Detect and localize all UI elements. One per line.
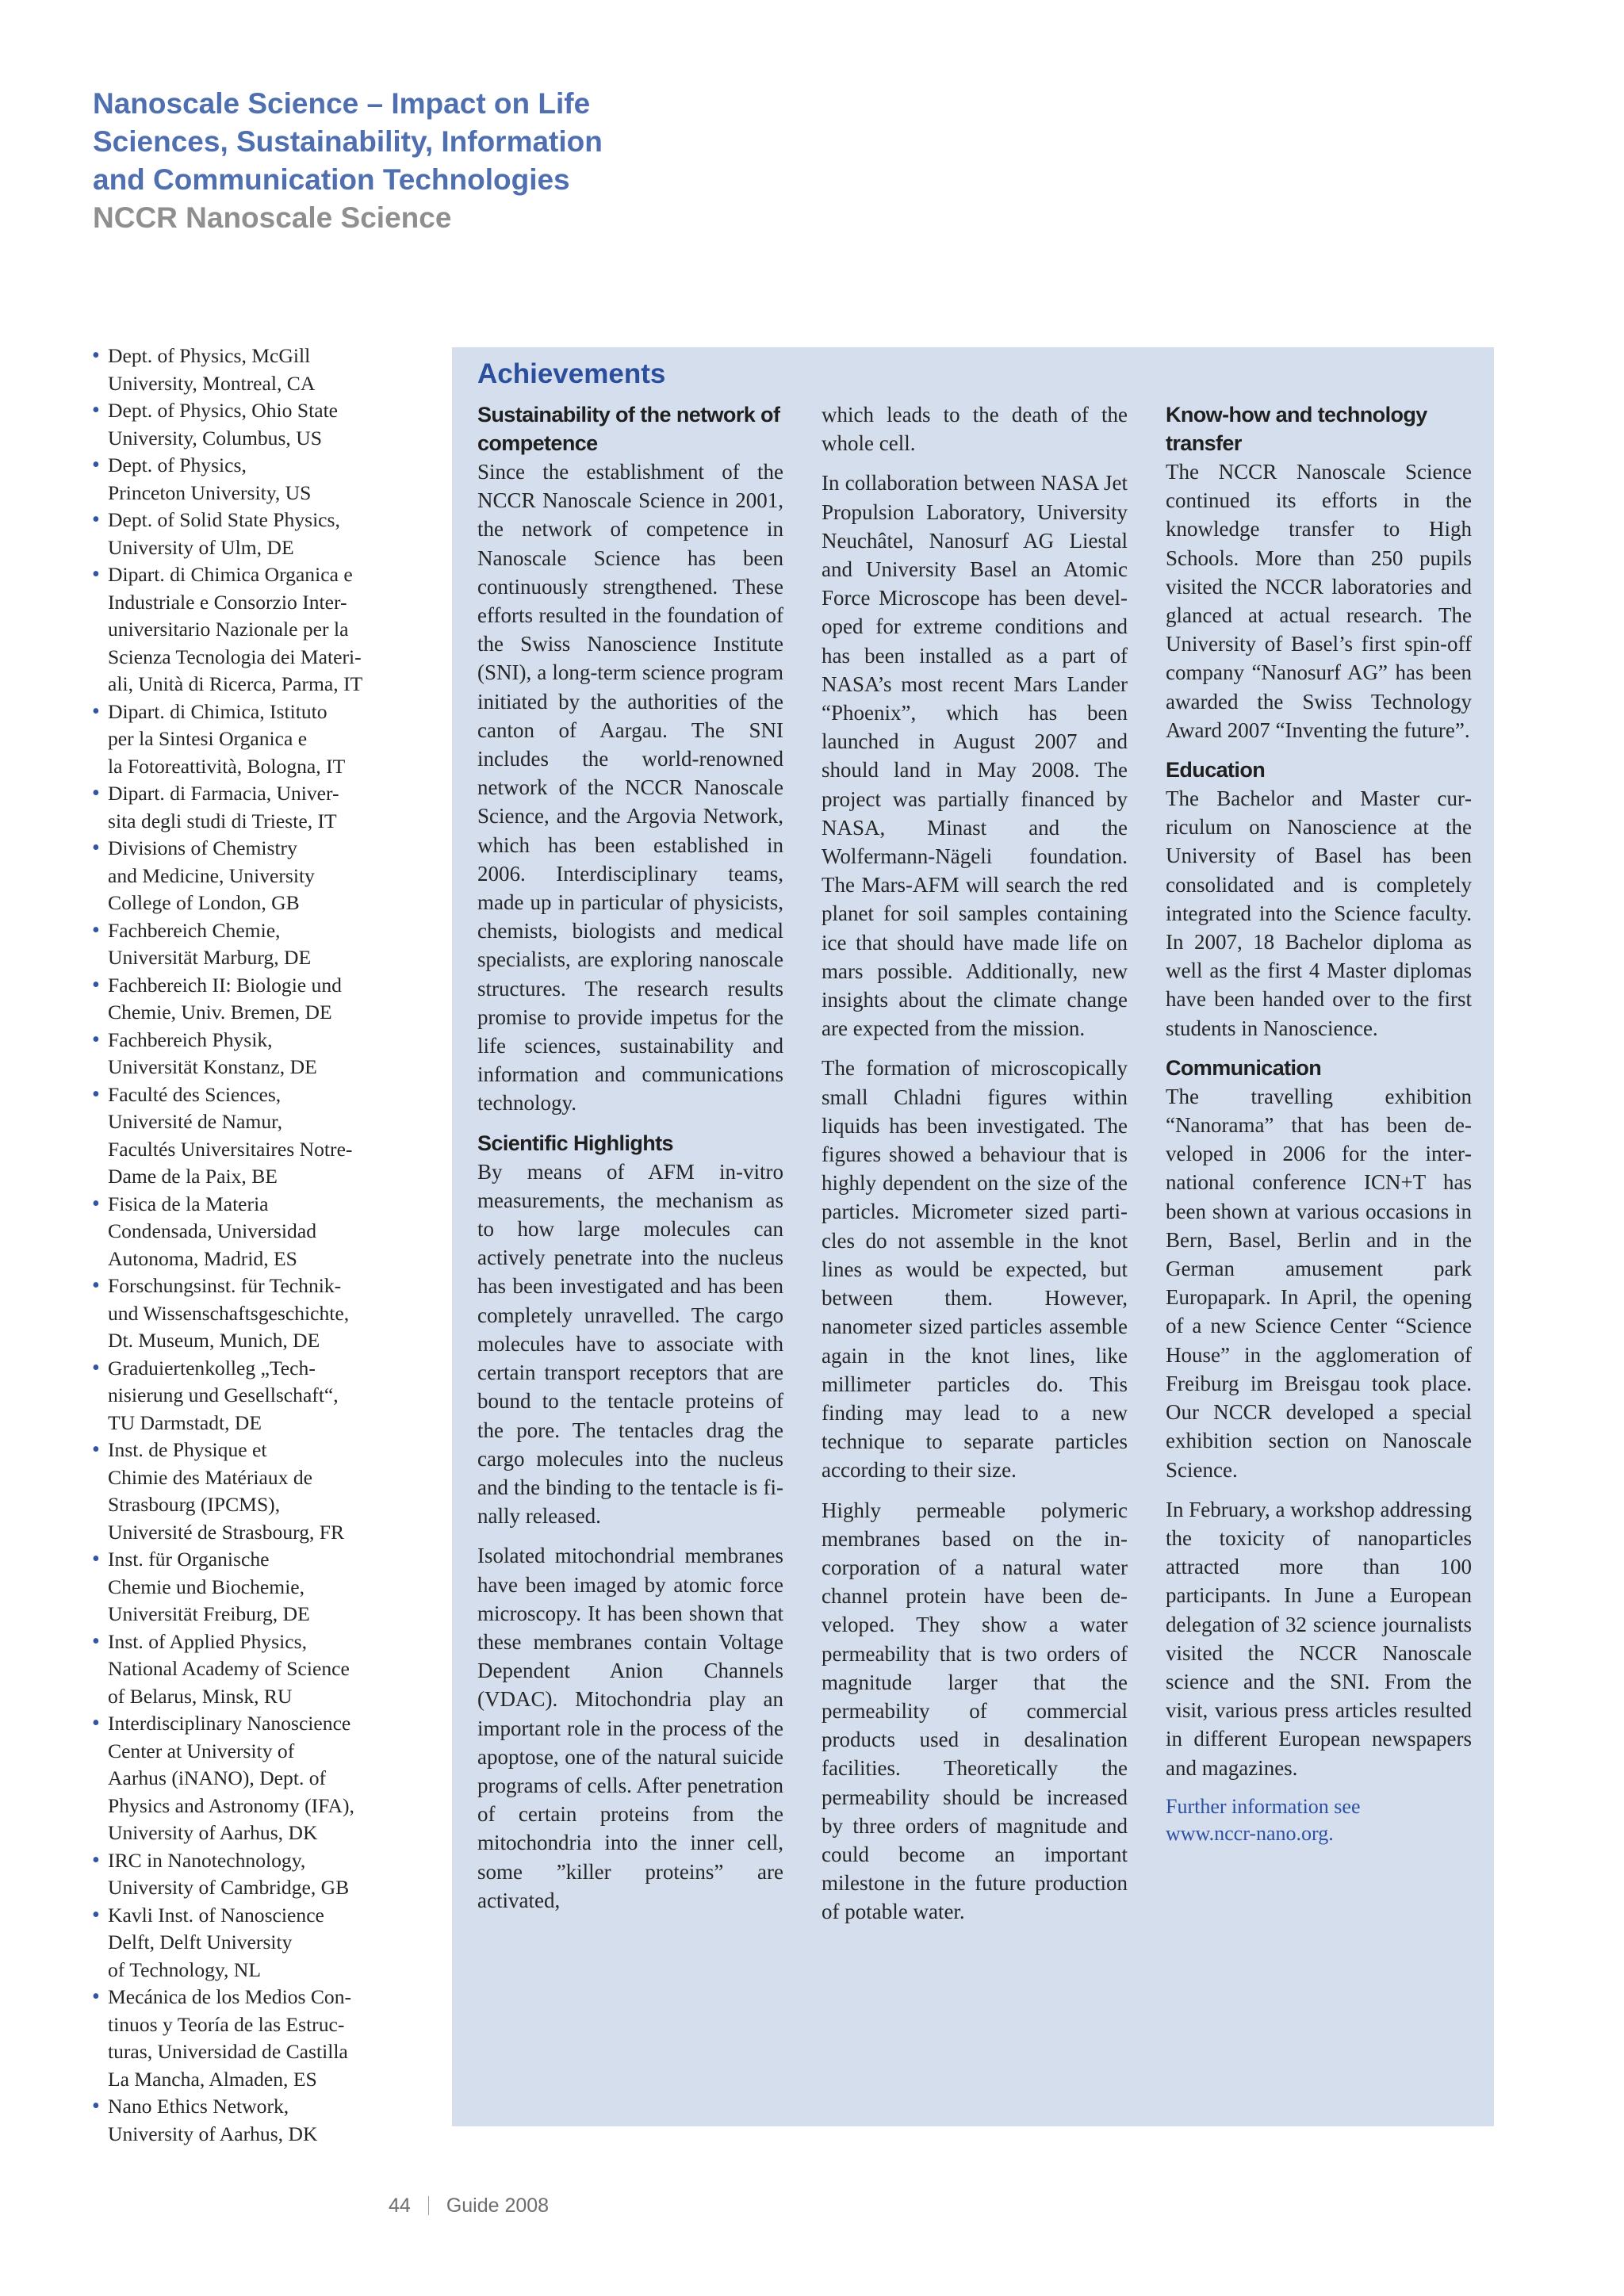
- heading-communication: Communication: [1166, 1055, 1322, 1080]
- further-information-label: Further information see: [1166, 1794, 1361, 1818]
- partner-institution: [92, 835, 425, 917]
- partner-institution-line: Aarhus (iNANO), Dept. of: [108, 1766, 327, 1789]
- page-title-line-3: and Communication Technologies: [93, 163, 570, 196]
- achievements-column-3: [1166, 400, 1472, 1847]
- paragraph-membranes: Highly permeable polymeric membranes based on the incorporation of a natural water channel protein have been developed. They show a water permeability that is two orders of magnitude larger that the permeability of commercial products used in desalination facilities. Theoretically the permeability should be increased by three orders of magnitude and could become an important milestone in the future production of potable water.: [822, 1498, 1128, 1924]
- paragraph-mitochondria: Isolated mitochondrial membranes have been imaged by atomic force microscopy. It has been shown that these membranes contain Voltage Dependent Anion Channels (VDAC). Mitochondria play an important role in the process of the apoptose, one of the natural suicide programs of cells. After penetration of certain proteins from the mitochondria into the inner cell, some ”killer proteins” are activated,: [477, 1544, 783, 1912]
- achievements-box: [452, 347, 1494, 2126]
- achievements-title: Achievements: [477, 358, 666, 389]
- partner-institution: [92, 698, 425, 781]
- publication-name: Guide 2008: [446, 2195, 550, 2217]
- partner-institution-line: Universität Freiburg, DE: [108, 1602, 310, 1625]
- partner-institution-line: universitario Nazionale per la: [108, 618, 349, 641]
- partner-institution: [92, 2093, 425, 2148]
- partner-institutions-list: [92, 342, 425, 2148]
- page-title-line-2: Sciences, Sustainability, Information: [93, 125, 603, 158]
- partner-institution: [92, 397, 425, 452]
- partner-institution-line: Industriale e Consorzio Inter-: [108, 590, 347, 614]
- partner-institution: [92, 1272, 425, 1355]
- partner-institution-line: per la Sintesi Organica e: [108, 727, 308, 750]
- partner-institution-line: • Dept. of Physics, McGill: [108, 344, 311, 367]
- partner-institution-line: Universität Konstanz, DE: [108, 1055, 317, 1078]
- partner-institution: [92, 507, 425, 561]
- partner-institution-line: University of Cambridge, GB: [108, 1876, 350, 1899]
- partner-institution-line: Center at University of: [108, 1739, 295, 1762]
- partner-institution: [92, 780, 425, 835]
- partner-institution-line: • Dept. of Physics, Ohio State: [108, 399, 339, 422]
- partner-institution-line: • Fisica de la Materia: [108, 1192, 269, 1215]
- partner-institution: [92, 1984, 425, 2093]
- partner-institution-line: • Fachbereich II: Biologie und: [108, 973, 342, 997]
- partner-institution-line: • Nano Ethics Network,: [108, 2095, 289, 2118]
- partner-institution-line: • Fachbereich Physik,: [108, 1027, 273, 1051]
- paragraph-afm: By means of AFM in-vitro measurements, the mechanism as to how large molecules can actively penetrate into the nucleus has been investigated and has been completely unravelled. The cargo molecules have to associate with certain transport receptors that are bound to the tentacle proteins of the pore. The tentacles drag the cargo molecules into the nucleus and the binding to the tentacle is finally released.: [477, 1159, 783, 1529]
- partner-institution-line: Scienza Tecnologia dei Materi-: [108, 645, 362, 668]
- partner-institution-line: Université de Namur,: [108, 1110, 283, 1133]
- partner-institution-line: und Wissenschaftsgeschichte,: [108, 1301, 350, 1325]
- partner-institution-line: • Kavli Inst. of Nanoscience: [108, 1903, 324, 1927]
- partner-institution-line: and Medicine, University: [108, 863, 315, 887]
- partner-institution-line: TU Darmstadt, DE: [108, 1410, 262, 1434]
- partner-institution: [92, 1710, 425, 1847]
- partner-institution-line: Autonoma, Madrid, ES: [108, 1246, 297, 1270]
- paragraph-nanorama: The travelling exhibition “Nanorama” that has been developed in 2006 for the international conference ICN+T has been shown at various occasions in Bern, Basel, Berlin and in the German amusement park Europapark. In April, the opening of a new Science Center “Science House” in the agglomeration of Freiburg im Breisgau took place. Our NCCR developed a special exhibition section on Nanoscale Science.: [1166, 1084, 1472, 1482]
- partner-institution-line: University of Aarhus, DK: [108, 1821, 318, 1844]
- partner-institution: [92, 1355, 425, 1437]
- partner-institution: [92, 1628, 425, 1711]
- partner-institution-line: tinuos y Teoría de las Estruc-: [108, 2012, 345, 2036]
- partner-institution-line: • Dipart. di Farmacia, Univer-: [108, 782, 339, 805]
- partner-institution-line: Delft, Delft University: [108, 1931, 293, 1954]
- further-information-note: [1166, 1793, 1472, 1847]
- partner-institution-line: of Belarus, Minsk, RU: [108, 1684, 293, 1708]
- partner-institution-line: Universität Marburg, DE: [108, 946, 312, 969]
- paragraph-education: The Bachelor and Master curriculum on Nanoscience at the University of Basel has been consolidated and is completely integrated into the Science faculty. In 2007, 18 Bachelor diploma as well as the first 4 Master diplomas have been handed over to the first students in Nanoscience.: [1166, 786, 1472, 1040]
- partner-institution-line: • IRC in Nanotechnology,: [108, 1848, 306, 1872]
- partner-institution-line: • Divisions of Chemistry: [108, 836, 297, 859]
- partner-institution-line: University of Ulm, DE: [108, 535, 294, 559]
- paragraph-workshop: In February, a workshop addressing the toxicity of nanoparticles attracted more than 100 participants. In June a European delegation of 32 science journalists visited the NCCR Nanoscale science and the SNI. From the visit, various press articles resulted in different European newspapers and magazines.: [1166, 1497, 1472, 1780]
- partner-institution-line: Chimie des Matériaux de: [108, 1465, 312, 1489]
- partner-institution: [92, 1847, 425, 1902]
- partner-institution-line: of Technology, NL: [108, 1957, 261, 1981]
- partner-institution-line: Princeton University, US: [108, 480, 312, 504]
- partner-institution: [92, 1027, 425, 1081]
- further-information-url[interactable]: www.nccr-nano.org.: [1166, 1821, 1334, 1845]
- partner-institution-line: Physics and Astronomy (IFA),: [108, 1793, 354, 1817]
- partner-institution-line: Université de Strasbourg, FR: [108, 1520, 345, 1544]
- partner-institution-line: • Dept. of Physics,: [108, 453, 247, 476]
- page-subtitle: NCCR Nanoscale Science: [93, 201, 452, 234]
- partner-institution: [92, 1546, 425, 1628]
- partner-institution-line: • Inst. für Organische: [108, 1548, 270, 1571]
- partner-institution-line: National Academy of Science: [108, 1657, 350, 1680]
- partner-institution-line: • Dipart. di Chimica, Istituto: [108, 699, 327, 723]
- partner-institution: [92, 342, 425, 397]
- page-footer: [389, 2195, 549, 2218]
- page-title-line-1: Nanoscale Science – Impact on Life: [93, 87, 591, 120]
- paragraph-nasa: In collaboration between NASA Jet Propulsion Laboratory, University Neuchâtel, Nanosurf AG Liestal and University Basel an Atomic Force Microscope has been developed for extreme conditions and has been installed as a part of NASA’s most recent Mars Lander “Phoenix”, which has been launched in August 2007 and should land in May 2008. The project was partially financed by NASA, Minast and the Wolfermann-Nägeli foundation. The Mars-AFM will search the red planet for soil samples containing ice that should have made life on mars possible. Additionally, new insights about the climate change are expected from the mission.: [822, 471, 1128, 1041]
- page-number: 44: [389, 2195, 411, 2217]
- paragraph-knowhow: The NCCR Nanoscale Science continued its efforts in the knowledge transfer to High Schools. More than 250 pupils visited the NCCR laboratories and glanced at actual research. The University of Basel’s first spin-off company “Nanosurf AG” has been awarded the Swiss Technology Award 2007 “Inventing the future”.: [1166, 460, 1472, 742]
- partner-institution-line: College of London, GB: [108, 891, 300, 914]
- heading-sustainability: Sustainability of the network of competence: [477, 403, 780, 455]
- partner-institution-line: la Fotoreattività, Bologna, IT: [108, 754, 346, 778]
- partner-institution-line: • Faculté des Sciences,: [108, 1082, 282, 1106]
- partner-institution: [92, 1191, 425, 1273]
- paragraph-sustainability: Since the establishment of the NCCR Nanoscale Science in 2001, the network of competence in Nanoscale Science has been continuously strengthened. These efforts resulted in the foundation of the Swiss Nanoscience Institute (SNI), a long-term science program initiated by the authorities of the canton of Aargau. The SNI includes the world-renowned network of the NCCR Nanoscale Science, and the Argovia Network, which has been established in 2006. Interdisciplinary teams, made up in particular of physicists, chemists, biologists and medical specialists, are exploring nanoscale structures. The research results promise to provide impetus for the life sciences, sustainability and information and communications technology.: [477, 460, 783, 1115]
- partner-institution-line: • Mecánica de los Medios Con-: [108, 1985, 352, 2008]
- heading-education: Education: [1166, 758, 1266, 783]
- partner-institution: [92, 1902, 425, 1984]
- partner-institution: [92, 452, 425, 507]
- partner-institution-line: Chemie und Biochemie,: [108, 1575, 305, 1598]
- partner-institution-line: Condensada, Universidad: [108, 1219, 316, 1242]
- heading-scientific-highlights: Scientific Highlights: [477, 1131, 673, 1155]
- partner-institution-line: Strasbourg (IPCMS),: [108, 1493, 281, 1516]
- page-header: [93, 85, 806, 237]
- partner-institution-line: University, Montreal, CA: [108, 371, 316, 395]
- partner-institution-line: • Interdisciplinary Nanoscience: [108, 1712, 351, 1735]
- partner-institution-line: • Graduiertenkolleg „Tech-: [108, 1356, 316, 1380]
- partner-institution-line: Dt. Museum, Munich, DE: [108, 1329, 320, 1352]
- partner-institution-line: University of Aarhus, DK: [108, 2122, 318, 2145]
- partner-institution-line: • Dipart. di Chimica Organica e: [108, 563, 353, 586]
- achievements-column-1: [477, 400, 783, 1926]
- partner-institution-line: • Inst. of Applied Physics,: [108, 1629, 307, 1653]
- partner-institution: [92, 1437, 425, 1546]
- partner-institution-line: • Fachbereich Chemie,: [108, 918, 281, 942]
- partner-institution-line: • Inst. de Physique et: [108, 1438, 267, 1461]
- partner-institution-line: ali, Unità di Ricerca, Parma, IT: [108, 672, 363, 695]
- partner-institution-line: • Forschungsinst. für Technik-: [108, 1274, 342, 1297]
- heading-knowhow-transfer: Know-how and technology transfer: [1166, 403, 1427, 455]
- footer-divider: [428, 2196, 429, 2215]
- partner-institution-line: nisierung und Gesellschaft“,: [108, 1383, 339, 1406]
- partner-institution: [92, 917, 425, 972]
- partner-institution-line: • Dept. of Solid State Physics,: [108, 508, 340, 531]
- partner-institution-line: sita degli studi di Trieste, IT: [108, 809, 337, 832]
- partner-institution-line: La Mancha, Almaden, ES: [108, 2067, 317, 2091]
- paragraph-continuation: which leads to the death of the whole cell.: [822, 403, 1128, 456]
- partner-institution-line: Facultés Universitaires Notre-: [108, 1137, 353, 1161]
- partner-institution-line: Dame de la Paix, BE: [108, 1165, 278, 1188]
- partner-institution-line: University, Columbus, US: [108, 426, 322, 450]
- paragraph-chladni: The formation of microscopically small Chladni figures within liquids has been investigated. The figures showed a behaviour that is highly dependent on the size of the particles. Micrometer sized particles do not assemble in the knot lines as would be expected, but between them. However, nanometer sized particles assemble again in the knot lines, like millimeter particles do. This finding may lead to a new technique to separate particles according to their size.: [822, 1056, 1128, 1483]
- achievements-column-2: [822, 400, 1128, 1938]
- partner-institution-line: Chemie, Univ. Bremen, DE: [108, 1001, 332, 1024]
- partner-institution: [92, 972, 425, 1027]
- partner-institution: [92, 561, 425, 698]
- partner-institution: [92, 1081, 425, 1191]
- partner-institution-line: turas, Universidad de Castilla: [108, 2040, 348, 2063]
